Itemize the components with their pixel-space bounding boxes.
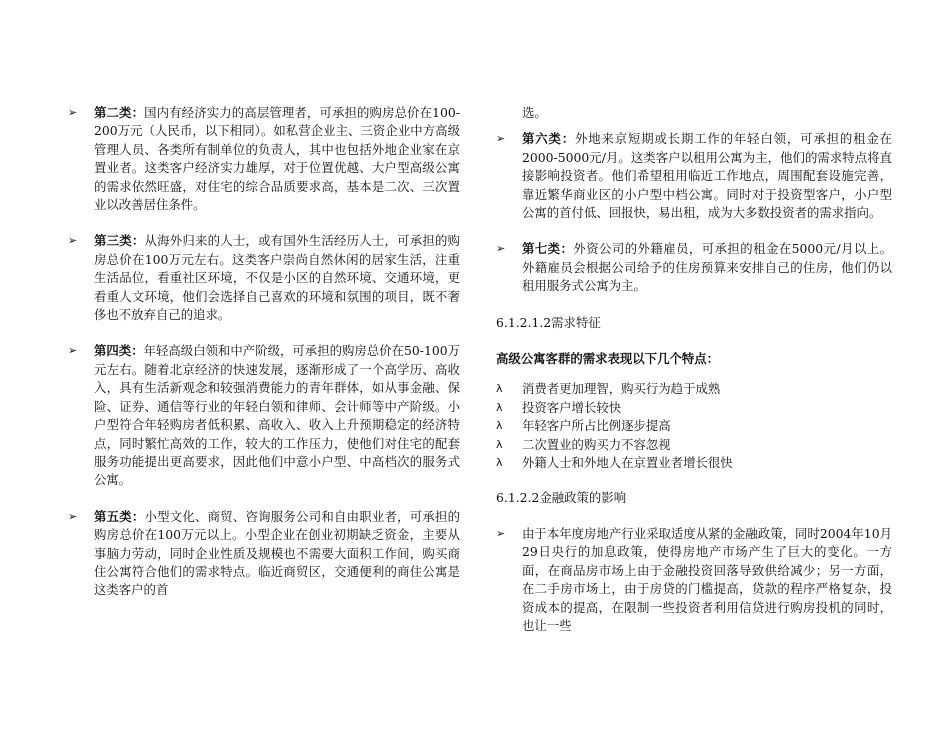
arrow-bullet-icon: ➢ xyxy=(496,132,506,146)
arrow-bullet-icon: ➢ xyxy=(68,344,78,358)
lambda-bullet-icon: λ xyxy=(496,437,503,451)
bullet-title: 第七类： xyxy=(522,241,574,257)
arrow-bullet-icon: ➢ xyxy=(68,106,78,119)
customer-type-3 xyxy=(68,232,460,324)
bullet-title: 第五类： xyxy=(94,508,145,524)
list-item: λ 二次置业的购买力不容忽视 xyxy=(496,436,892,454)
bullet-text: 从海外归来的人士，或有国外生活经历人士，可承担的购房总价在100万元左右。这类客户崇尚自然休闲的居家生活，注重生活品位，看重社区环境，不仅是小区的自然环境、交通环境，更看重人文环境，他们会选择自己喜欢的环境和氛围的项目，既不奢侈也不放弃自己的追求。 xyxy=(94,233,460,323)
bold-heading-features: 高级公寓客群的需求表现以下几个特点： xyxy=(496,351,720,367)
bullet-title: 第四类： xyxy=(94,343,144,359)
bullet-title: 第六类： xyxy=(522,131,575,147)
customer-type-5 xyxy=(68,508,460,600)
customer-type-4 xyxy=(68,342,460,489)
bullet-text: 小型文化、商贸、咨询服务公司和自由职业者，可承担的购房总价在100万元以上。小型企业在创业初期缺乏资金，主要从事脑力劳动，同时企业性质及规模也不需要大面积工作间，购买商住公寓符合他们的需求特点。临近商贸区，交通便利的商住公寓是这类客户的首 xyxy=(94,508,460,598)
customer-type-2 xyxy=(68,104,460,214)
arrow-bullet-icon: ➢ xyxy=(68,234,78,248)
lambda-bullet-icon: λ xyxy=(496,419,503,433)
arrow-bullet-icon: ➢ xyxy=(496,242,506,256)
lambda-bullet-icon: λ xyxy=(496,382,503,396)
customer-type-7 xyxy=(496,240,892,295)
lambda-bullet-icon: λ xyxy=(496,456,503,470)
bullet-text: 年轻高级白领和中产阶级，可承担的购房总价在50-100万元左右。随着北京经济的快速发展，逐渐形成了一个高学历、高收入，具有生活新观念和较强消费能力的青年群体，如从事金融、保险、证券、通信等行业的年轻白领和律师、会计师等中产阶级。小户型符合年轻购房者低积累、高收入、收入上升预期稳定的经济特点，同时繁忙高效的工作，较大的工作压力，使他们对住宅的配套服务功能提出更高要求，因此他们中意小户型、中高档次的服务式公寓。 xyxy=(94,343,461,488)
list-item: λ 外籍人士和外地人在京置业者增长很快 xyxy=(496,454,892,472)
feature-list xyxy=(496,380,892,472)
list-item: λ 投资客户增长较快 xyxy=(496,399,892,417)
right-column xyxy=(496,104,892,653)
list-item: λ 消费者更加理智，购买行为趋于成熟 xyxy=(496,380,892,398)
bullet-text: 由于本年度房地产行业采取适度从紧的金融政策，同时2004年10月29日央行的加息政策，使得房地产市场产生了巨大的变化。一方面，在商品房市场上由于金融投资回落导致供给减少；另一方面，在二手房市场上，由于房贷的门槛提高，贷款的程序严格复杂，投资成本的提高，在限制一些投资者利用信贷进行购房投机的同时，也让一些 xyxy=(522,525,892,633)
customer-type-6 xyxy=(496,130,892,222)
left-column xyxy=(68,104,460,618)
bullet-text: 外地来京短期或长期工作的年轻白领，可承担的租金在2000-5000元/月。这类客户以租用公寓为主，他们的需求特点将直接影响投资者。他们希望租用临近工作地点，周围配套设施完善，靠近繁华商业区的小户型中档公寓。同时对于投资型客户，小户型公寓的首付低、回报快，易出租，成为大多数投资者的需求指向。 xyxy=(522,131,893,221)
section-heading-finance: 6.1.2.2金融政策的影响 xyxy=(496,489,627,505)
arrow-bullet-icon: ➢ xyxy=(68,509,78,523)
finance-policy-paragraph xyxy=(496,525,892,635)
continued-text: 选。 xyxy=(522,105,547,120)
list-item: λ 年轻客户所占比例逐步提高 xyxy=(496,417,892,435)
lambda-bullet-icon: λ xyxy=(496,400,503,414)
bullet-text: 外资公司的外籍雇员，可承担的租金在5000元/月以上。外籍雇员会根据公司给予的住房预算来安排自己的住房，他们仍以租用服务式公寓为主。 xyxy=(522,241,892,294)
bullet-title: 第三类： xyxy=(94,233,145,249)
bullet-text: 国内有经济实力的高层管理者，可承担的购房总价在100-200万元（人民币，以下相同）。如私营企业主、三资企业中方高级管理人员、各类所有制单位的负责人，其中也包括外地企业家在京置业者。这类客户经济实力雄厚，对于位置优越、大户型高级公寓的需求依然旺盛，对住宅的综合品质要求高，基本是二次、三次置业以改善居住条件。 xyxy=(94,105,461,213)
bullet-title: 第二类： xyxy=(94,105,145,120)
arrow-bullet-icon: ➢ xyxy=(496,526,506,540)
section-heading-demand: 6.1.2.1.2需求特征 xyxy=(496,314,601,330)
